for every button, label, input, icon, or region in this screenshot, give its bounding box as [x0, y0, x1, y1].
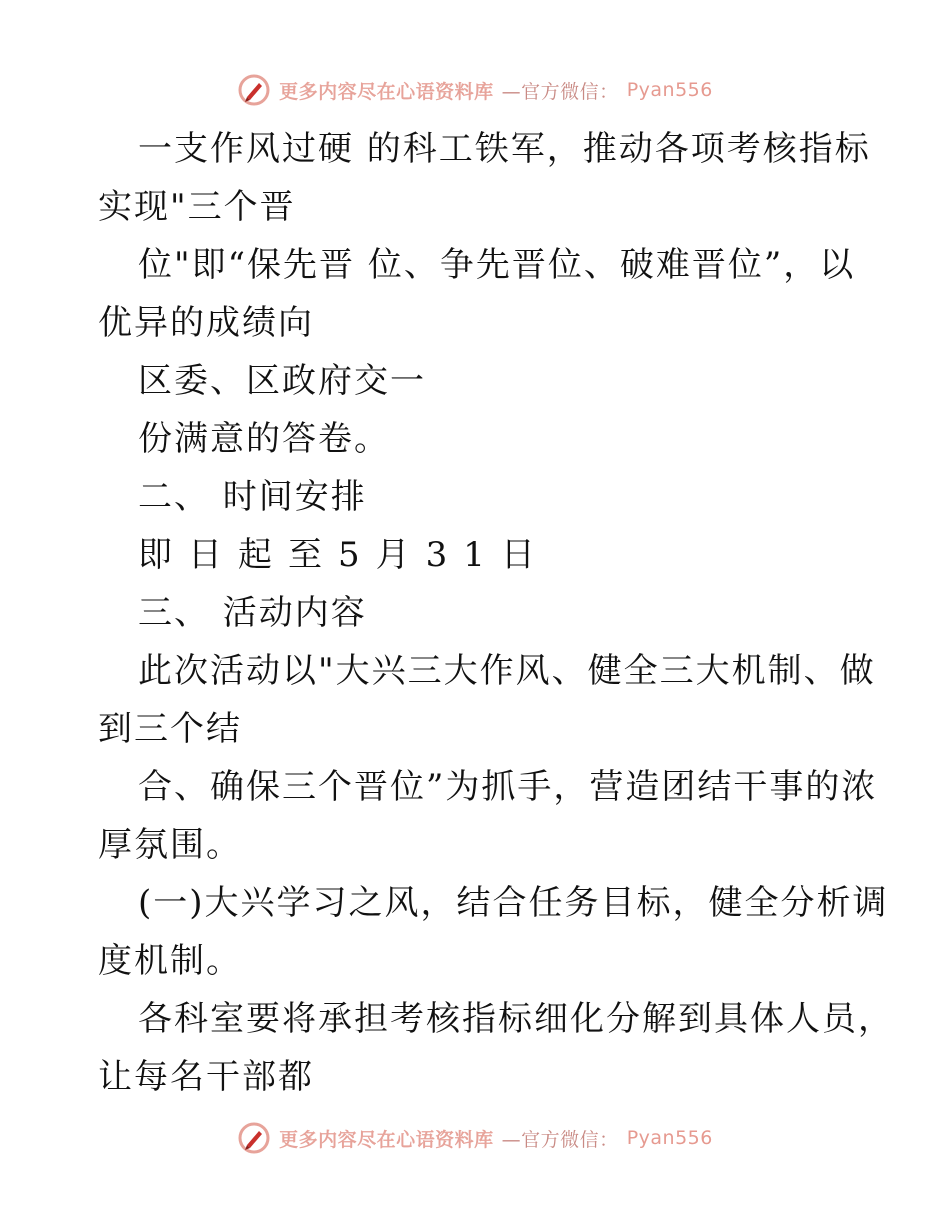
text-line: 一支作风过硬 的科工铁军，推动各项考核指标: [138, 129, 871, 169]
section-heading: 二、 时间安排: [138, 477, 367, 517]
text-line: 优异的成绩向: [98, 303, 314, 343]
header-banner: [0, 70, 950, 110]
pen-nib-logo-icon: [237, 1121, 271, 1155]
pen-nib-logo-icon: [237, 73, 271, 107]
banner-wechat-id: Pyan556: [626, 79, 713, 101]
text-line: 实现"三个晋: [98, 187, 296, 227]
text-line: 让每名干部都: [98, 1057, 314, 1097]
banner-site-name: 更多内容尽在心语资料库: [279, 80, 494, 103]
text-line: 度机制。: [98, 941, 242, 981]
banner-site-name: 更多内容尽在心语资料库: [279, 1128, 494, 1151]
text-line: 此次活动以"大兴三大作风、健全三大机制、做: [138, 651, 876, 691]
text-line: 位"即“保先晋 位、争先晋位、破难晋位”，以: [138, 245, 856, 285]
text-line: 到三个结: [98, 709, 242, 749]
subsection-heading: (一)大兴学习之风，结合任务目标，健全分析调: [138, 883, 889, 923]
banner-wechat-id: Pyan556: [626, 1127, 713, 1149]
footer-banner: [0, 1118, 950, 1158]
date-line: 即日起至5月31日: [138, 535, 551, 575]
banner-wechat-label: —官方微信：: [501, 80, 619, 103]
text-line: 区委、区政府交一: [138, 361, 426, 401]
text-line: 厚氛围。: [98, 825, 242, 865]
section-heading: 三、 活动内容: [138, 593, 367, 633]
text-line: 份满意的答卷。: [138, 419, 390, 459]
text-line: 各科室要将承担考核指标细化分解到具体人员，: [138, 999, 894, 1039]
document-body: [98, 120, 894, 1106]
text-line: 合、确保三个晋位”为抓手，营造团结干事的浓: [138, 767, 878, 807]
banner-wechat-label: —官方微信：: [501, 1128, 619, 1151]
